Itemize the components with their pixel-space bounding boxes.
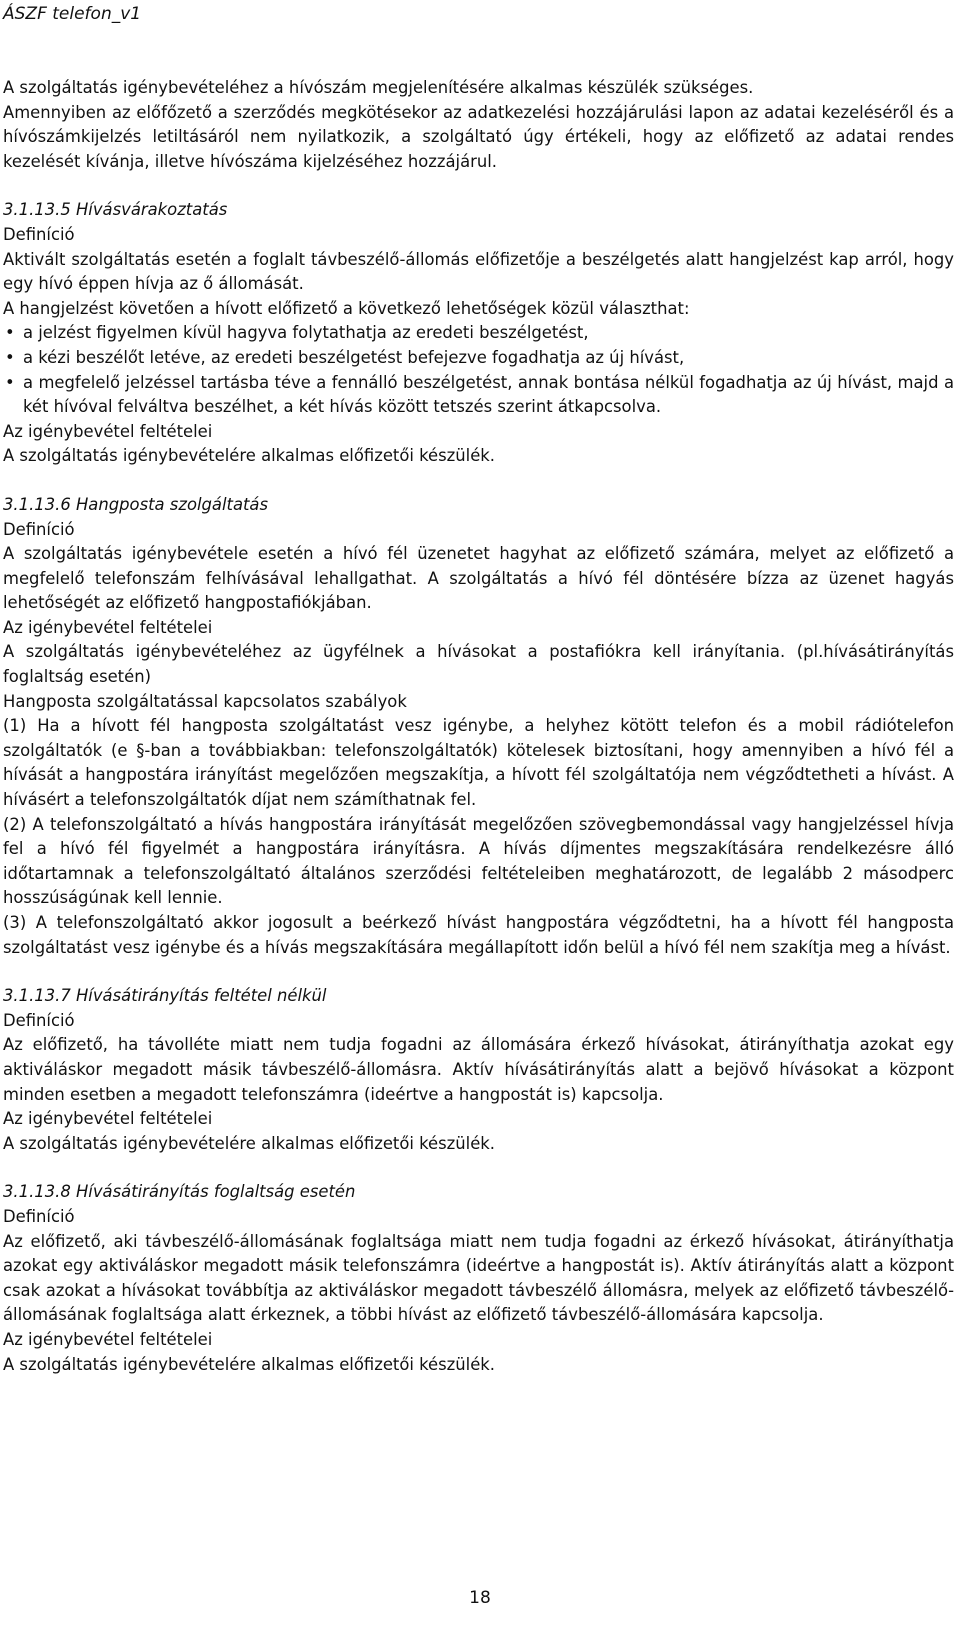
definition-label: Definíció — [3, 1206, 75, 1226]
document-header-title: ÁSZF telefon_v1 — [3, 4, 142, 24]
document-body — [3, 76, 954, 1377]
section-3-1-13-6 — [3, 493, 954, 960]
conditions-text: A szolgáltatás igénybevételére alkalmas előfizetői készülék. — [3, 446, 495, 466]
section-heading: 3.1.13.5 Hívásvárakoztatás — [3, 200, 228, 220]
definition-text: Aktivált szolgáltatás esetén a foglalt távbeszélő-állomás előfizetője a beszélgetés alatt hangjelzést kap arról, hogy egy hívó éppen hívja az ő állomását. — [3, 249, 954, 294]
definition-label: Definíció — [3, 1010, 75, 1030]
conditions-label: Az igénybevétel feltételei — [3, 617, 213, 637]
rule-paragraph: (2) A telefonszolgáltató a hívás hangpostára irányítását megelőzően szövegbemondással vagy hangjelzéssel hívja fel a hívó fél figyelmét a hangpostára irányításra. A hívás díjmentes megszakítására rendelkezésre álló időtartamnak a telefonszolgáltató általános szerződési feltételeiben meghatározott, de legalább 2 másodperc hosszúságúnak kell lennie. — [3, 814, 954, 908]
section-3-1-13-7 — [3, 984, 954, 1156]
section-3-1-13-8 — [3, 1180, 954, 1377]
rules-label: Hangposta szolgáltatással kapcsolatos szabályok — [3, 691, 407, 711]
definition-text: A szolgáltatás igénybevétele esetén a hívó fél üzenetet hagyhat az előfizető számára, melyet az előfizető a megfelelő telefonszám felhívásával lehallgathat. A szolgáltatás a hívó fél döntésére bízza az üzenet hagyás lehetőségét az előfizető hangpostafiókjában. — [3, 544, 954, 613]
page-number: 18 — [469, 1588, 491, 1608]
definition-label: Definíció — [3, 224, 75, 244]
section-3-1-13-5 — [3, 198, 954, 469]
options-list — [3, 321, 954, 419]
list-item: • a megfelelő jelzéssel tartásba téve a fennálló beszélgetést, annak bontása nélkül fogadhatja az új hívást, majd a két hívóval felváltva beszélhet, a két hívás között tetszés szerint átkapcsolva. — [3, 371, 954, 420]
definition-label: Definíció — [3, 519, 75, 539]
list-item: • a jelzést figyelmen kívül hagyva folytathatja az eredeti beszélgetést, — [3, 321, 954, 346]
options-intro: A hangjelzést követően a hívott előfizető a következő lehetőségek közül választhat: — [3, 298, 690, 318]
conditions-text: A szolgáltatás igénybevételére alkalmas előfizetői készülék. — [3, 1133, 495, 1153]
conditions-text: A szolgáltatás igénybevételére alkalmas előfizetői készülék. — [3, 1354, 495, 1374]
section-heading: 3.1.13.8 Hívásátirányítás foglaltság esetén — [3, 1182, 356, 1202]
conditions-text: A szolgáltatás igénybevételéhez az ügyfélnek a hívásokat a postafiókra kell irányítania. (pl.hívásátirányítás foglaltság esetén) — [3, 642, 954, 687]
intro-paragraph-2: Amennyiben az előfőzető a szerződés megkötésekor az adatkezelési hozzájárulási lapon az adatai kezeléséről és a hívószámkijelzés letiltásáról nem nyilatkozik, a szolgáltató úgy értékeli, hogy az előfizető az adatai rendes kezelését kívánja, illetve hívószáma kijelzéséhez hozzájárul. — [3, 102, 954, 171]
list-item: • a kézi beszélőt letéve, az eredeti beszélgetést befejezve fogadhatja az új hívást, — [3, 346, 954, 371]
conditions-label: Az igénybevétel feltételei — [3, 1109, 213, 1129]
conditions-label: Az igénybevétel feltételei — [3, 1329, 213, 1349]
rule-paragraph: (1) Ha a hívott fél hangposta szolgáltatást vesz igénybe, a helyhez kötött telefon és a mobil rádiótelefon szolgáltatók (e §-ban a továbbiakban: telefonszolgáltatók) kötelesek biztosítani, hogy amennyiben a hívó fél a hívását a hangpostára irányítást megelőzően megszakítja, a hívott fél szolgáltatója nem végződtetheti a hívást. A hívásért a telefonszolgáltatók díjat nem számíthatnak fel. — [3, 716, 954, 810]
definition-text: Az előfizető, aki távbeszélő-állomásának foglaltsága miatt nem tudja fogadni az érkező hívásokat, átirányíthatja azokat egy aktiváláskor megadott másik telefonszámra (ideértve a hangpostát is). Aktív átirányítás alatt a központ csak azokat a hívásokat továbbítja az aktiváláskor megadott távbeszélő állomásra, melyek az előfizető távbeszélő-állomásának foglaltsága alatt érkeznek, a többi hívást az előfizető távbeszélő-állomására kapcsolja. — [3, 1231, 954, 1325]
rule-paragraph: (3) A telefonszolgáltató akkor jogosult a beérkező hívást hangpostára végződtetni, ha a hívott fél hangposta szolgáltatást vesz igénybe és a hívás megszakítására megállapított időn belül a hívó fél nem szakítja meg a hívást. — [3, 913, 954, 957]
intro-paragraph-1: A szolgáltatás igénybevételéhez a hívószám megjelenítésére alkalmas készülék szükséges. — [3, 78, 754, 97]
section-heading: 3.1.13.6 Hangposta szolgáltatás — [3, 494, 269, 514]
section-heading: 3.1.13.7 Hívásátirányítás feltétel nélkül — [3, 986, 327, 1006]
definition-text: Az előfizető, ha távolléte miatt nem tudja fogadni az állomására érkező hívásokat, átirányíthatja azokat egy aktiváláskor megadott másik távbeszélő-állomásra. Aktív hívásátirányítás alatt a bejövő hívásokat a központ minden esetben a megadott telefonszámra (ideértve a hangpostát is) kapcsolja. — [3, 1035, 954, 1104]
conditions-label: Az igénybevétel feltételei — [3, 421, 213, 441]
